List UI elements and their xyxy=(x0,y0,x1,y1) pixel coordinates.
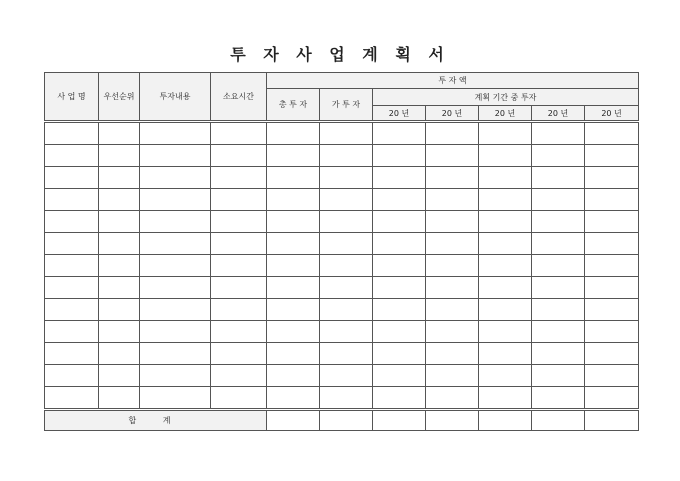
table-cell[interactable] xyxy=(479,343,532,365)
table-cell[interactable] xyxy=(479,387,532,410)
table-cell[interactable] xyxy=(267,167,320,189)
table-cell[interactable] xyxy=(320,122,373,145)
table-cell[interactable] xyxy=(479,167,532,189)
table-cell[interactable] xyxy=(267,321,320,343)
table-cell[interactable] xyxy=(479,321,532,343)
table-row xyxy=(45,321,639,343)
table-cell[interactable] xyxy=(45,233,99,255)
table-cell[interactable] xyxy=(99,299,140,321)
table-cell[interactable] xyxy=(426,410,479,431)
table-cell[interactable] xyxy=(140,189,211,211)
table-body xyxy=(45,122,639,410)
table-cell[interactable] xyxy=(426,299,479,321)
table-row xyxy=(45,387,639,410)
table-cell[interactable] xyxy=(479,189,532,211)
table-cell[interactable] xyxy=(532,321,585,343)
table-cell[interactable] xyxy=(532,233,585,255)
table-cell[interactable] xyxy=(140,122,211,145)
table-cell[interactable] xyxy=(320,211,373,233)
table-cell[interactable] xyxy=(585,167,639,189)
table-cell[interactable] xyxy=(211,145,267,167)
table-cell[interactable] xyxy=(585,255,639,277)
header-project-name: 사 업 명 xyxy=(45,73,99,122)
table-cell[interactable] xyxy=(426,321,479,343)
table-cell[interactable] xyxy=(532,211,585,233)
table-cell[interactable] xyxy=(99,277,140,299)
table-cell[interactable] xyxy=(267,299,320,321)
table-cell[interactable] xyxy=(585,145,639,167)
table-cell[interactable] xyxy=(211,211,267,233)
table-cell[interactable] xyxy=(585,387,639,410)
table-cell[interactable] xyxy=(426,343,479,365)
table-cell[interactable] xyxy=(426,145,479,167)
header-planned-period-investment: 계획 기간 중 투자 xyxy=(373,89,639,106)
table-cell[interactable] xyxy=(373,145,426,167)
header-year: 20 년 xyxy=(426,106,479,122)
header-total-investment: 총 투 자 xyxy=(267,89,320,122)
table-cell[interactable] xyxy=(45,145,99,167)
total-row xyxy=(45,410,639,431)
table-cell[interactable] xyxy=(585,299,639,321)
table-cell[interactable] xyxy=(140,211,211,233)
table-cell[interactable] xyxy=(532,299,585,321)
table-cell[interactable] xyxy=(585,365,639,387)
table-cell[interactable] xyxy=(267,365,320,387)
table-row xyxy=(45,122,639,145)
table-row xyxy=(45,167,639,189)
table-cell[interactable] xyxy=(267,387,320,410)
table-cell[interactable] xyxy=(140,343,211,365)
table-cell[interactable] xyxy=(45,211,99,233)
header-investment-amount: 투 자 액 xyxy=(267,73,639,89)
table-cell[interactable] xyxy=(532,122,585,145)
table-cell[interactable] xyxy=(320,321,373,343)
table-cell[interactable] xyxy=(373,365,426,387)
table-cell[interactable] xyxy=(532,387,585,410)
table-cell[interactable] xyxy=(532,410,585,431)
table-cell[interactable] xyxy=(140,233,211,255)
table-cell[interactable] xyxy=(99,321,140,343)
table-cell[interactable] xyxy=(320,145,373,167)
table-cell[interactable] xyxy=(140,145,211,167)
table-cell[interactable] xyxy=(99,365,140,387)
table-cell[interactable] xyxy=(267,233,320,255)
table-cell[interactable] xyxy=(373,410,426,431)
header-year: 20 년 xyxy=(479,106,532,122)
table-cell[interactable] xyxy=(45,167,99,189)
table-cell[interactable] xyxy=(45,321,99,343)
table-row xyxy=(45,211,639,233)
table-cell[interactable] xyxy=(45,365,99,387)
table-row xyxy=(45,277,639,299)
table-cell[interactable] xyxy=(140,299,211,321)
table-cell[interactable] xyxy=(373,122,426,145)
header-year: 20 년 xyxy=(532,106,585,122)
table-cell[interactable] xyxy=(45,343,99,365)
table-cell[interactable] xyxy=(140,277,211,299)
table-cell[interactable] xyxy=(211,387,267,410)
table-cell[interactable] xyxy=(99,211,140,233)
table-cell[interactable] xyxy=(426,211,479,233)
total-label: 합 계 xyxy=(45,410,267,431)
table-cell[interactable] xyxy=(211,277,267,299)
table-row xyxy=(45,299,639,321)
table-cell[interactable] xyxy=(211,321,267,343)
table-cell[interactable] xyxy=(267,211,320,233)
table-cell[interactable] xyxy=(267,410,320,431)
table-cell[interactable] xyxy=(373,255,426,277)
table-cell[interactable] xyxy=(585,410,639,431)
table-cell[interactable] xyxy=(532,255,585,277)
table-row xyxy=(45,233,639,255)
table-row xyxy=(45,145,639,167)
table-cell[interactable] xyxy=(320,365,373,387)
table-cell[interactable] xyxy=(45,277,99,299)
table-cell[interactable] xyxy=(320,343,373,365)
table-cell[interactable] xyxy=(45,189,99,211)
table-cell[interactable] xyxy=(320,387,373,410)
table-cell[interactable] xyxy=(585,321,639,343)
table-cell[interactable] xyxy=(373,299,426,321)
table-cell[interactable] xyxy=(45,299,99,321)
table-cell[interactable] xyxy=(585,277,639,299)
table-cell[interactable] xyxy=(585,233,639,255)
table-cell[interactable] xyxy=(140,387,211,410)
investment-plan-table xyxy=(44,72,639,431)
table-cell[interactable] xyxy=(211,365,267,387)
table-cell[interactable] xyxy=(140,255,211,277)
table-cell[interactable] xyxy=(320,255,373,277)
table-cell[interactable] xyxy=(320,233,373,255)
table-cell[interactable] xyxy=(99,387,140,410)
table-cell[interactable] xyxy=(373,343,426,365)
table-cell[interactable] xyxy=(585,211,639,233)
table-cell[interactable] xyxy=(267,343,320,365)
table-cell[interactable] xyxy=(99,145,140,167)
table-cell[interactable] xyxy=(373,167,426,189)
table-cell[interactable] xyxy=(426,167,479,189)
table-cell[interactable] xyxy=(373,387,426,410)
table-cell[interactable] xyxy=(373,233,426,255)
table-cell[interactable] xyxy=(479,299,532,321)
table-cell[interactable] xyxy=(373,189,426,211)
table-cell[interactable] xyxy=(45,387,99,410)
table-cell[interactable] xyxy=(426,122,479,145)
table-cell[interactable] xyxy=(211,167,267,189)
table-cell[interactable] xyxy=(585,189,639,211)
table-cell[interactable] xyxy=(140,365,211,387)
table-cell[interactable] xyxy=(532,145,585,167)
table-row xyxy=(45,365,639,387)
table-cell[interactable] xyxy=(532,277,585,299)
table-cell[interactable] xyxy=(479,233,532,255)
table-cell[interactable] xyxy=(320,299,373,321)
table-cell[interactable] xyxy=(45,122,99,145)
table-cell[interactable] xyxy=(479,365,532,387)
table-cell[interactable] xyxy=(479,211,532,233)
table-cell[interactable] xyxy=(267,145,320,167)
table-cell[interactable] xyxy=(267,189,320,211)
table-cell[interactable] xyxy=(320,277,373,299)
table-cell[interactable] xyxy=(373,211,426,233)
header-year: 20 년 xyxy=(585,106,639,122)
table-row xyxy=(45,255,639,277)
table-cell[interactable] xyxy=(426,255,479,277)
table-cell[interactable] xyxy=(585,343,639,365)
table-cell[interactable] xyxy=(479,122,532,145)
table-cell[interactable] xyxy=(532,365,585,387)
table-cell[interactable] xyxy=(211,299,267,321)
table-cell[interactable] xyxy=(426,365,479,387)
table-cell[interactable] xyxy=(99,233,140,255)
table-cell[interactable] xyxy=(479,410,532,431)
table-row xyxy=(45,343,639,365)
table-cell[interactable] xyxy=(99,343,140,365)
table-cell[interactable] xyxy=(320,189,373,211)
table-cell[interactable] xyxy=(267,255,320,277)
table-cell[interactable] xyxy=(532,189,585,211)
table-cell[interactable] xyxy=(532,167,585,189)
header-priority: 우선순위 xyxy=(99,73,140,122)
table-cell[interactable] xyxy=(479,255,532,277)
table-cell[interactable] xyxy=(99,167,140,189)
table-cell[interactable] xyxy=(99,189,140,211)
table-cell[interactable] xyxy=(479,145,532,167)
header-investment-content: 투자내용 xyxy=(140,73,211,122)
table-cell[interactable] xyxy=(211,189,267,211)
table-row xyxy=(45,189,639,211)
header-duration: 소요시간 xyxy=(211,73,267,122)
table-cell[interactable] xyxy=(426,189,479,211)
header-year: 20 년 xyxy=(373,106,426,122)
table-cell[interactable] xyxy=(267,277,320,299)
table-cell[interactable] xyxy=(426,387,479,410)
table-cell[interactable] xyxy=(211,122,267,145)
table-cell[interactable] xyxy=(479,277,532,299)
table-cell[interactable] xyxy=(211,255,267,277)
table-cell[interactable] xyxy=(532,343,585,365)
header-additional-investment: 가 투 자 xyxy=(320,89,373,122)
table-cell[interactable] xyxy=(320,410,373,431)
table-cell[interactable] xyxy=(140,321,211,343)
table-cell[interactable] xyxy=(267,122,320,145)
table-cell[interactable] xyxy=(45,255,99,277)
table-cell[interactable] xyxy=(99,255,140,277)
page-title: 투 자 사 업 계 획 서 xyxy=(230,45,450,64)
table-cell[interactable] xyxy=(211,233,267,255)
table-cell[interactable] xyxy=(585,122,639,145)
table-cell[interactable] xyxy=(373,321,426,343)
table-cell[interactable] xyxy=(373,277,426,299)
table-cell[interactable] xyxy=(140,167,211,189)
table-cell[interactable] xyxy=(211,343,267,365)
table-cell[interactable] xyxy=(426,277,479,299)
table-cell[interactable] xyxy=(320,167,373,189)
table-cell[interactable] xyxy=(426,233,479,255)
table-cell[interactable] xyxy=(99,122,140,145)
